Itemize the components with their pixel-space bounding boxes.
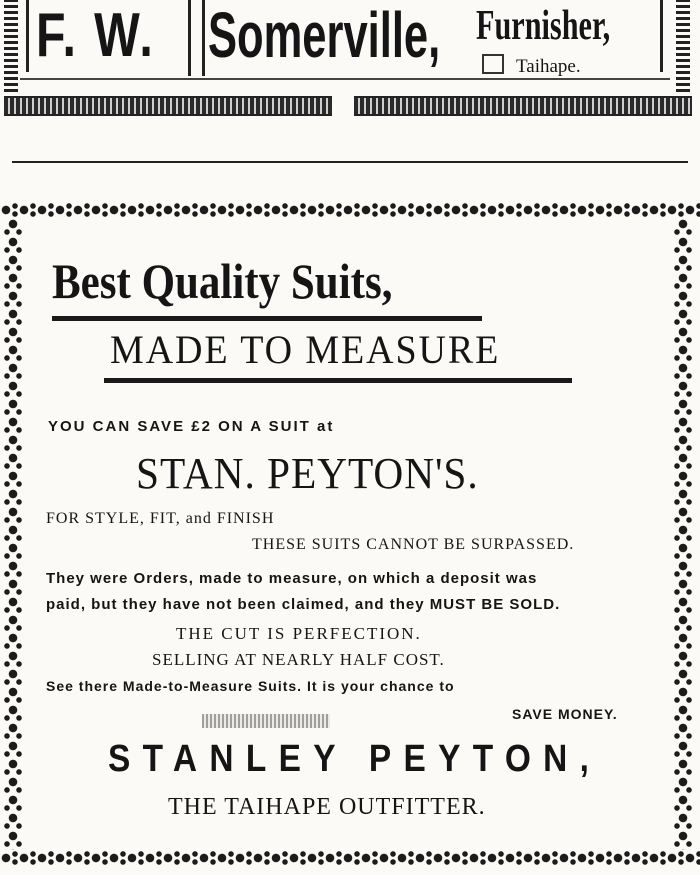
headline-rule [52,316,482,321]
advertiser-town: Taihape. [516,56,581,77]
save-money-line: SAVE MONEY. [512,706,618,722]
proprietor-tagline: THE TAIHAPE OUTFITTER. [168,794,486,820]
advertiser-trade: Furnisher, [476,3,611,49]
body-text-line: They were Orders, made to measure, on which a deposit was [46,570,538,587]
selling-line: SELLING AT NEARLY HALF COST. [152,650,445,669]
style-line: FOR STYLE, FIT, and FINISH [46,510,275,527]
divider-rule [20,78,670,80]
divider-rule [660,0,663,72]
printer-mark-icon [482,54,504,74]
divider-rule [26,0,29,72]
body-text-line: paid, but they have not been claimed, and they MUST BE SOLD. [46,596,561,613]
headline: Best Quality Suits, [52,253,393,309]
divider-rule [202,0,205,76]
print-smudge [202,714,330,728]
proprietor-signature: STANLEY PEYTON, [108,738,602,780]
left-ornamental-border [4,0,18,92]
ornamental-band-left [4,96,332,116]
advertiser-surname: Somerville, [208,0,441,71]
savings-line: YOU CAN SAVE £2 ON A SUIT at [48,418,335,435]
ornamental-border-top [0,200,700,220]
advertiser-initials: F. W. [36,1,156,70]
subheadline: MADE TO MEASURE [110,327,501,372]
ornamental-border-bottom [0,848,700,868]
ornamental-border-right [672,218,694,850]
right-ornamental-border [676,0,690,92]
column-separator-rule [12,161,688,163]
call-to-action-line: See there Made-to-Measure Suits. It is your chance to [46,678,455,694]
ornamental-border-left [2,218,24,850]
divider-rule [188,0,191,76]
subheadline-rule [104,378,572,383]
surpassed-line: THESE SUITS CANNOT BE SURPASSED. [252,536,575,553]
cut-line: THE CUT IS PERFECTION. [176,624,422,643]
shop-name: STAN. PEYTON'S. [136,449,479,498]
ornamental-band-right [354,96,692,116]
